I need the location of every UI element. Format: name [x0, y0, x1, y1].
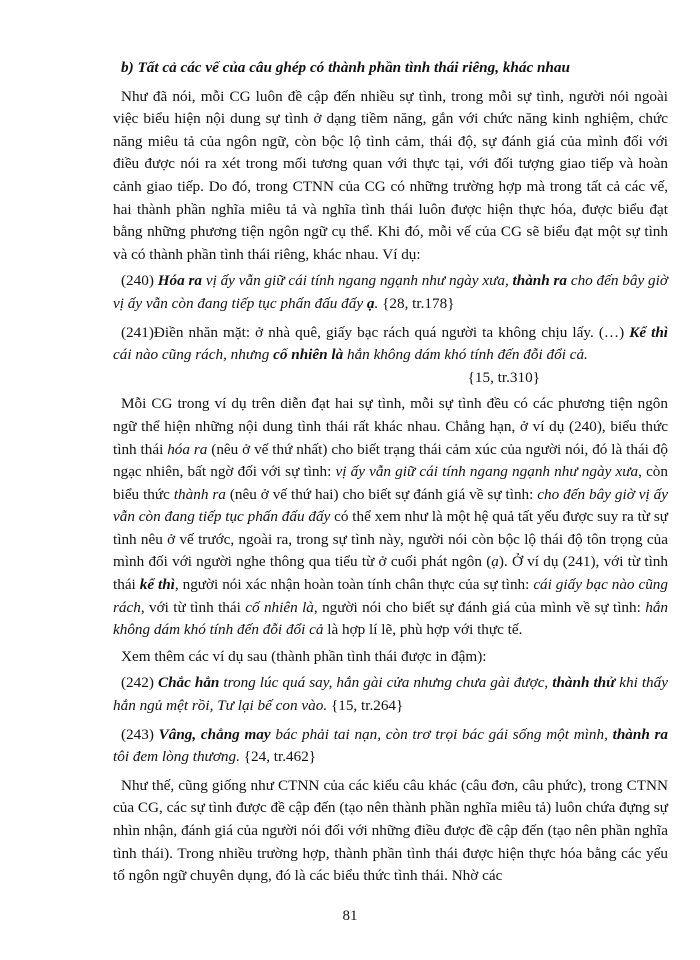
section-heading: b) Tất cả các vế của câu ghép có thành phần tình thái riêng, khác nhau — [121, 59, 570, 76]
citation: {24, tr.462} — [239, 748, 317, 766]
italic-run: cái giấy bạc nào cũng rách — [113, 576, 668, 616]
example-text: , — [192, 725, 201, 743]
paragraph-4: Như thế, cũng giống như CTNN của các kiểu câu khác (câu đơn, câu phức), trong CTNN của CG, các sự tình được đề cập đến (tạo nên thành phần nghĩa miêu tả) luôn chứa đựng sự nhìn nhận, đánh giá của người nói đối với những điều được đề cập đến (tạo nên phần nghĩa tình thái). Trong nhiều trường hợp, thành phần tình thái được hiện thực hóa bằng các yếu tố ngôn ngữ chuyên dụng, đó là các biểu thức tình thái. Nhờ các — [113, 776, 668, 885]
example-text: hắn không dám khó tính đến đỗi đổi cả. — [343, 346, 588, 364]
example-242 — [113, 672, 668, 717]
modal-marker: Kể thì — [629, 323, 668, 341]
example-text: cái nào cũng rách, nhưng — [113, 346, 274, 364]
text-run: (nêu ở vế thứ hai) cho biết sự đánh giá về sự tình: — [225, 485, 538, 503]
text-run: có thể xem như là một hệ quả tất yếu được suy ra từ sự tình nêu ở vế trước, ngoài ra, trong sự tình này, người nói còn bộc lộ thái độ tôn trọng của mình đối với người nghe thông qua tiểu từ ở cuối phát ngôn ( — [113, 508, 668, 571]
example-241 — [113, 322, 668, 367]
paragraph-2 — [113, 393, 668, 642]
italic-run: hắn không dám khó tính đến đỗi đổi cả — [113, 598, 669, 639]
citation: {15, tr.264} — [327, 697, 404, 715]
text-run: (nêu ở vế thứ nhất) cho biết trạng thái cảm xúc của người nói, đó là thái độ ngạc nhiên, bất ngờ đối với sự tình: — [113, 440, 668, 481]
italic-run: kể thì — [139, 576, 175, 594]
italic-run: ạ — [491, 553, 499, 571]
italic-run: hóa ra — [167, 440, 208, 458]
example-text: khi thấy hắn ngủ mệt rồi, Tư lại bế con vào. — [113, 674, 668, 715]
text-run: , với từ tình thái — [140, 598, 246, 616]
modal-marker: cố nhiên là — [273, 346, 344, 364]
italic-run: vị ấy vẫn giữ cái tính ngang ngạnh như ngày xưa — [335, 463, 639, 481]
text-run: Mỗi CG trong ví dụ trên diễn đạt hai sự tình, mỗi sự tình đều có các phương tiện ngôn ngữ thể hiện những nội dung tình thái rất khác nhau. Chẳng hạn, ở ví dụ (240), biểu thức tình thái — [113, 395, 668, 458]
paragraph-3: Xem thêm các ví dụ sau (thành phần tình thái được in đậm): — [121, 647, 487, 665]
modal-marker: Chắc hẳn — [157, 674, 220, 692]
text-run: là hợp lí lẽ, phù hợp với thực tế. — [323, 621, 523, 639]
modal-marker: ạ — [366, 294, 375, 312]
text-run: ). Ở ví dụ (241), với từ tình thái — [113, 553, 668, 594]
example-text: trong lúc quá say, hắn gài cửa nhưng chưa gài được, — [219, 674, 553, 692]
example-number: (243) — [121, 725, 159, 743]
modal-marker: thành ra — [512, 272, 568, 290]
page-number: 81 — [342, 908, 358, 924]
text-run: , còn biểu thức — [113, 463, 668, 503]
example-240 — [113, 270, 668, 315]
text-run: , người nói cho biết sự đánh giá của mình về sự tình: — [313, 598, 646, 616]
modal-marker: Hóa ra — [157, 272, 203, 290]
modal-marker: chẳng may — [200, 725, 271, 743]
modal-marker: thành ra — [612, 725, 668, 743]
page-content — [113, 57, 668, 892]
italic-run: cho đến bây giờ vị ấy vẫn còn đang tiếp tục phấn đấu đấy — [113, 485, 668, 526]
citation: {15, tr.310} — [467, 368, 540, 386]
example-text: bác phải tai nạn, còn trơ trọi bác gái sống một mình, — [270, 725, 613, 743]
citation: {28, tr.178} — [378, 294, 455, 312]
italic-run: thành ra — [173, 485, 226, 503]
text-run: , người nói xác nhận hoàn toàn tính chân thực của sự tình: — [174, 576, 534, 594]
example-number: (241) — [121, 323, 154, 341]
paragraph-1: Như đã nói, mỗi CG luôn đề cập đến nhiều sự tình, trong mỗi sự tình, người nói ngoài việc biểu hiện nội dung sự tình ở dạng tiềm năng, gắn với chức năng kinh nghiệm, chức năng miêu tả của ngôn ngữ, còn bộc lộ tình cảm, thái độ, sự đánh giá của mình đối với điều được nói ra xét trong mối tương quan với thực tại, với đối tượng giao tiếp và hoàn cảnh giao tiếp. Do đó, trong CTNN của CG có những trường hợp mà trong tất cả các vế, hai thành phần nghĩa miêu tả và nghĩa tình thái luôn được hiện thực hóa, được biểu đạt bằng những phương tiện ngôn ngữ cụ thể. Khi đó, mỗi vế của CG sẽ biểu đạt một sự tình và có thành phần tình thái riêng, khác nhau. Ví dụ: — [113, 87, 668, 263]
example-text: cho đến bây giờ vị ấy vẫn còn đang tiếp tục phấn đấu đấy — [113, 272, 668, 312]
modal-marker: thành thử — [552, 674, 616, 692]
example-243 — [113, 724, 668, 769]
example-text: Điền nhăn mặt: ở nhà quê, giấy bạc rách quá người ta không chịu lấy. (…) — [153, 323, 630, 341]
example-text: vị ấy vẫn giữ cái tính ngang ngạnh như ngày xưa, — [202, 272, 513, 290]
example-text: tôi đem lòng thương. — [113, 748, 240, 766]
example-text: . — [374, 294, 379, 312]
italic-run: cố nhiên là — [245, 598, 314, 616]
example-number: (242) — [121, 674, 158, 692]
example-number: (240) — [121, 272, 158, 290]
modal-marker: Vâng — [158, 725, 193, 743]
